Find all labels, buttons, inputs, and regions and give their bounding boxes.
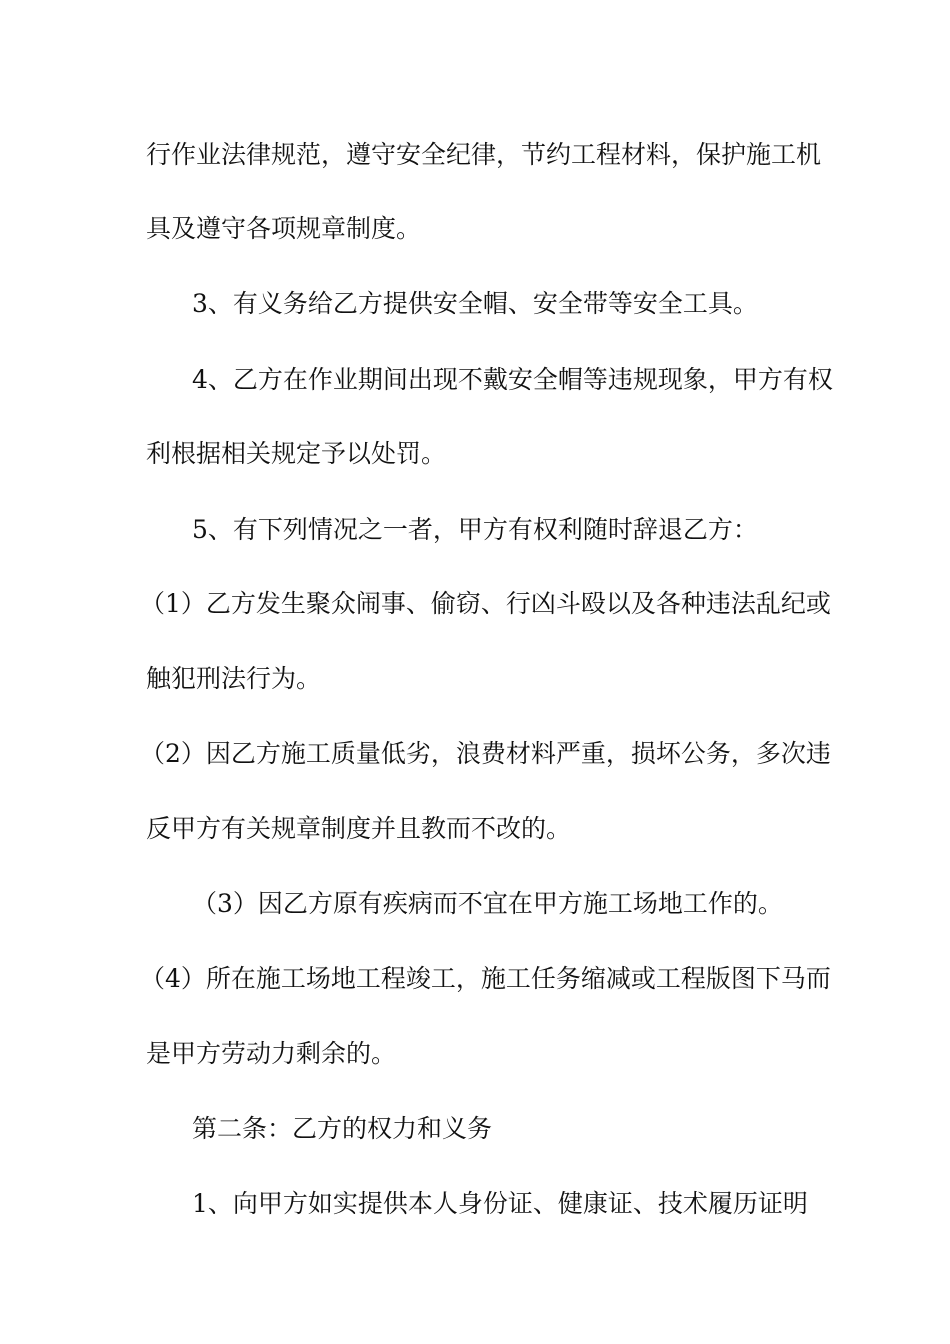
section-heading: 第二条：乙方的权力和义务 [192, 1114, 493, 1143]
text-line: （1）乙方发生聚众闹事、偷窃、行凶斗殴以及各种违法乱纪或 [140, 589, 831, 618]
text-line: 5、有下列情况之一者，甲方有权利随时辞退乙方： [192, 515, 758, 544]
text-line: （2）因乙方施工质量低劣，浪费材料严重，损坏公务，多次违 [140, 739, 831, 768]
text-line: 反甲方有关规章制度并且教而不改的。 [146, 814, 572, 843]
text-line: 触犯刑法行为。 [146, 664, 322, 693]
text-line: （3）因乙方原有疾病而不宜在甲方施工场地工作的。 [192, 889, 783, 918]
text-line: 3、有义务给乙方提供安全帽、安全带等安全工具。 [192, 289, 758, 318]
text-line: 1、向甲方如实提供本人身份证、健康证、技术履历证明 [192, 1189, 808, 1218]
text-line: （4）所在施工场地工程竣工，施工任务缩减或工程版图下马而 [140, 964, 831, 993]
text-line: 4、乙方在作业期间出现不戴安全帽等违规现象，甲方有权 [192, 365, 833, 394]
text-line: 利根据相关规定予以处罚。 [146, 439, 447, 468]
text-line: 是甲方劳动力剩余的。 [146, 1039, 397, 1068]
text-line: 行作业法律规范，遵守安全纪律，节约工程材料，保护施工机 [146, 140, 822, 169]
text-line: 具及遵守各项规章制度。 [146, 214, 422, 243]
